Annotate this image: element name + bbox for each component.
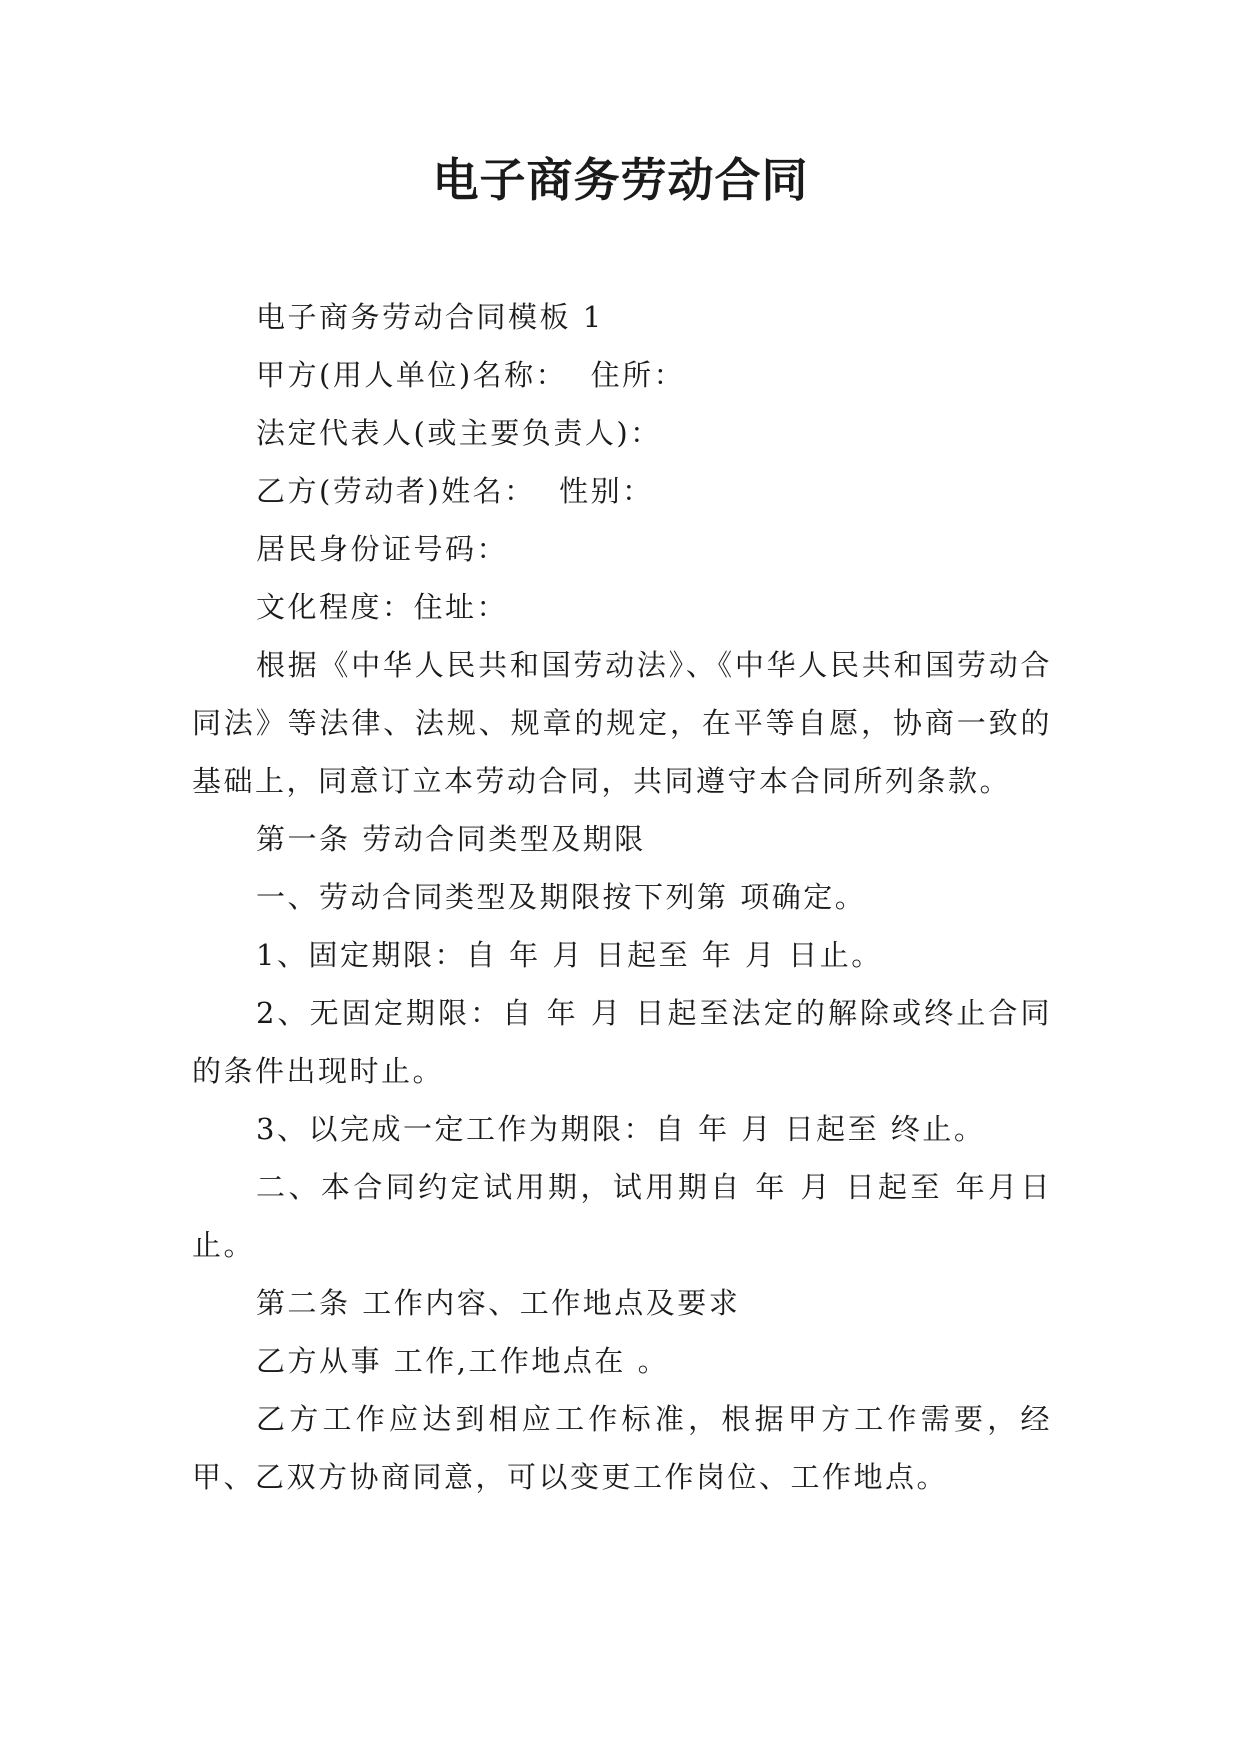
document-body bbox=[192, 288, 1052, 1506]
education-address-line: 文化程度：住址： bbox=[256, 590, 509, 624]
document-title: 电子商务劳动合同 bbox=[432, 153, 809, 207]
party-a-name-line: 甲方(用人单位)名称： 住所： bbox=[256, 358, 686, 392]
article-1-clause-1: 一、劳动合同类型及期限按下列第 项确定。 bbox=[256, 880, 867, 914]
article-2-heading: 第二条 工作内容、工作地点及要求 bbox=[256, 1286, 741, 1320]
job-standard-paragraph: 乙方工作应达到相应工作标准，根据甲方工作需要，经甲、乙双方协商同意，可以变更工作岗位、工作地点。 bbox=[192, 1402, 1052, 1494]
preamble-paragraph: 根据《中华人民共和国劳动法》、《中华人民共和国劳动合同法》等法律、法规、规章的规定，在平等自愿，协商一致的基础上，同意订立本劳动合同，共同遵守本合同所列条款。 bbox=[192, 648, 1052, 798]
party-b-name-line: 乙方(劳动者)姓名： 性别： bbox=[256, 474, 654, 508]
fixed-term-line: 1、固定期限：自 年 月 日起至 年 月 日止。 bbox=[256, 938, 883, 972]
id-number-line: 居民身份证号码： bbox=[256, 532, 509, 566]
open-term-line: 2、无固定期限：自 年 月 日起至法定的解除或终止合同的条件出现时止。 bbox=[192, 996, 1052, 1088]
job-location-line: 乙方从事 工作,工作地点在 。 bbox=[256, 1344, 670, 1378]
legal-representative-line: 法定代表人(或主要负责人)： bbox=[256, 416, 662, 450]
task-term-line: 3、以完成一定工作为期限：自 年 月 日起至 终止。 bbox=[256, 1112, 986, 1146]
template-heading: 电子商务劳动合同模板 1 bbox=[256, 300, 604, 334]
probation-line: 二、本合同约定试用期，试用期自 年 月 日起至 年月日止。 bbox=[192, 1170, 1052, 1262]
article-1-heading: 第一条 劳动合同类型及期限 bbox=[256, 822, 646, 856]
